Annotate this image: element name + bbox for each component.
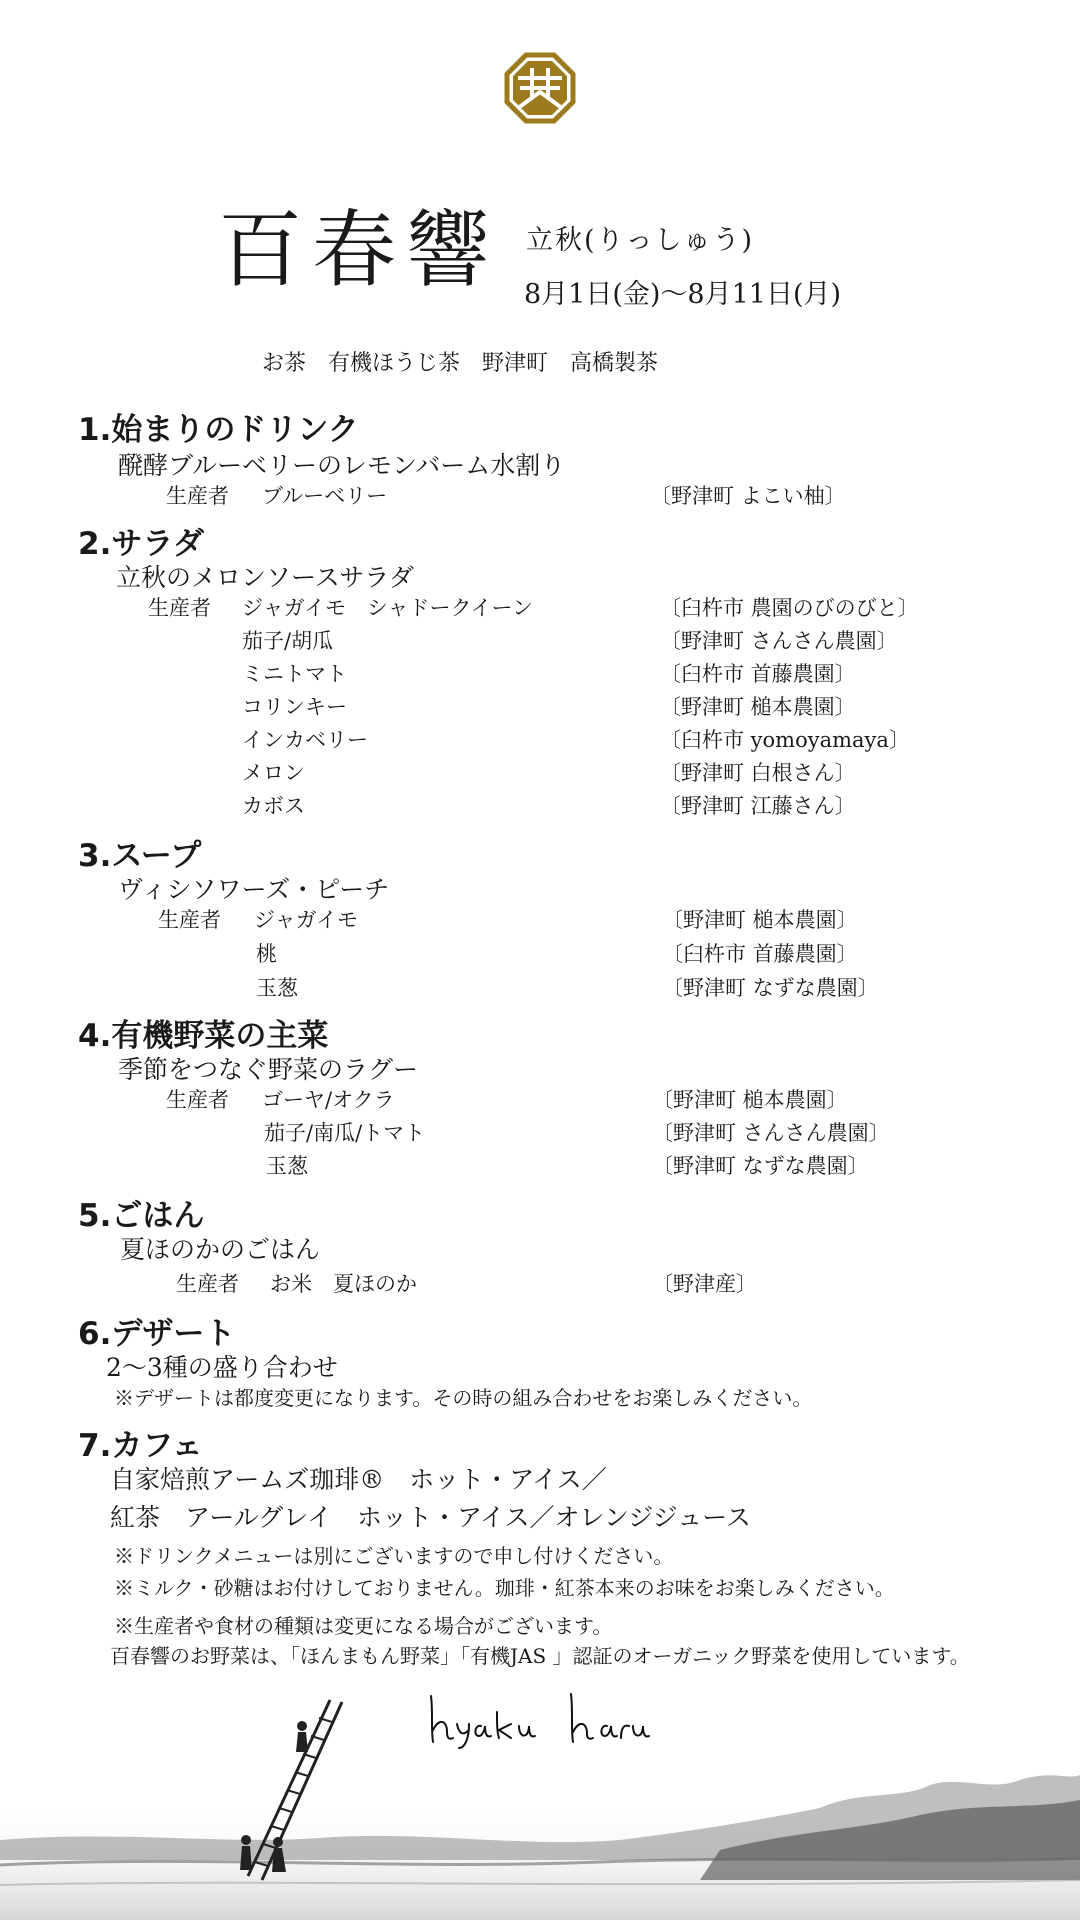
ingredient: 玉葱 xyxy=(256,976,298,1000)
dish-name: 醗酵ブルーベリーのレモンバーム水割り xyxy=(118,451,566,480)
restaurant-name: 百春響 xyxy=(218,201,501,299)
producer-source: 〔野津町 白根さん〕 xyxy=(660,761,856,785)
footer-note: ※生産者や食材の種類は変更になる場合がございます。 xyxy=(114,1614,613,1638)
producer-label: 生産者 xyxy=(166,1088,229,1112)
section-title: 2.サラダ xyxy=(78,526,205,562)
ingredient: 玉葱 xyxy=(266,1154,308,1178)
ingredient: ジャガイモ シャドークイーン xyxy=(242,596,534,620)
producer-label: 生産者 xyxy=(148,596,211,620)
footer-note: 百春響のお野菜は、「ほんまもん野菜」「有機JAS 」認証のオーガニック野菜を使用しています。 xyxy=(110,1644,970,1668)
dish-name: 紅茶 アールグレイ ホット・アイス／オレンジジュース xyxy=(110,1503,751,1532)
dish-name: 夏ほのかのごはん xyxy=(120,1235,321,1264)
producer-source: 〔臼杵市 首藤農園〕 xyxy=(660,662,856,686)
dessert-note: ※デザートは都度変更になります。その時の組み合わせをお楽しみください。 xyxy=(114,1386,813,1410)
ingredient: インカベリー xyxy=(242,728,368,752)
ingredient: ジャガイモ xyxy=(254,908,358,932)
producer-label: 生産者 xyxy=(166,484,229,508)
dish-name: 立秋のメロンソースサラダ xyxy=(116,563,415,592)
season-name: 立秋(りっしゅう) xyxy=(526,225,755,256)
producer-source: 〔臼杵市 首藤農園〕 xyxy=(662,942,858,966)
ingredient: メロン xyxy=(242,761,305,785)
section-title: 5.ごはん xyxy=(78,1198,205,1234)
producer-source: 〔野津町 槌本農園〕 xyxy=(660,695,856,719)
producer-source: 〔臼杵市 農園のびのびと〕 xyxy=(660,596,919,620)
brand-logo-icon xyxy=(504,52,576,124)
ingredient: ゴーヤ/オクラ xyxy=(262,1088,395,1112)
footer-note: ※ミルク・砂糖はお付けしておりません。珈琲・紅茶本来のお味をお楽しみください。 xyxy=(114,1576,895,1600)
section-title: 6.デザート xyxy=(78,1316,236,1352)
section-title: 3.スープ xyxy=(78,838,202,874)
producer-source: 〔野津町 よこい柚〕 xyxy=(650,484,846,508)
section-title: 1.始まりのドリンク xyxy=(78,412,359,448)
producer-label: 生産者 xyxy=(176,1272,239,1296)
producer-source: 〔臼杵市 yomoyamaya〕 xyxy=(660,728,910,752)
producer-source: 〔野津町 槌本農園〕 xyxy=(652,1088,848,1112)
ingredient: 茄子/胡瓜 xyxy=(242,629,334,653)
producer-source: 〔野津町 さんさん農園〕 xyxy=(660,629,898,653)
hyaku-haru-signature xyxy=(425,1690,655,1750)
producer-source: 〔野津町 なずな農園〕 xyxy=(662,976,879,1000)
producer-source: 〔野津町 江藤さん〕 xyxy=(660,794,856,818)
dish-name: 季節をつなぐ野菜のラグー xyxy=(118,1055,419,1084)
dish-name: ヴィシソワーズ・ピーチ xyxy=(118,875,390,904)
tea-line: お茶 有機ほうじ茶 野津町 高橋製茶 xyxy=(262,351,659,376)
producer-source: 〔野津産〕 xyxy=(652,1272,757,1296)
dish-name: 自家焙煎アームズ珈琲® ホット・アイス／ xyxy=(110,1465,607,1494)
menu-dates: 8月1日(金)〜8月11日(月) xyxy=(524,279,842,310)
producer-source: 〔野津町 槌本農園〕 xyxy=(662,908,858,932)
ingredient: コリンキー xyxy=(242,695,347,719)
ingredient: お米 夏ほのか xyxy=(270,1272,417,1296)
ingredient: ブルーベリー xyxy=(262,484,388,508)
ingredient: カボス xyxy=(242,794,305,818)
ingredient: 桃 xyxy=(256,942,277,966)
producer-source: 〔野津町 なずな農園〕 xyxy=(652,1154,869,1178)
section-title: 7.カフェ xyxy=(78,1428,203,1464)
section-title: 4.有機野菜の主菜 xyxy=(78,1018,329,1054)
ingredient: 茄子/南瓜/トマト xyxy=(264,1121,426,1145)
footer-note: ※ドリンクメニューは別にございますので申し付けください。 xyxy=(114,1544,674,1568)
producer-label: 生産者 xyxy=(158,908,221,932)
dish-name: 2〜3種の盛り合わせ xyxy=(106,1353,338,1382)
ingredient: ミニトマト xyxy=(242,662,347,686)
producer-source: 〔野津町 さんさん農園〕 xyxy=(652,1121,890,1145)
